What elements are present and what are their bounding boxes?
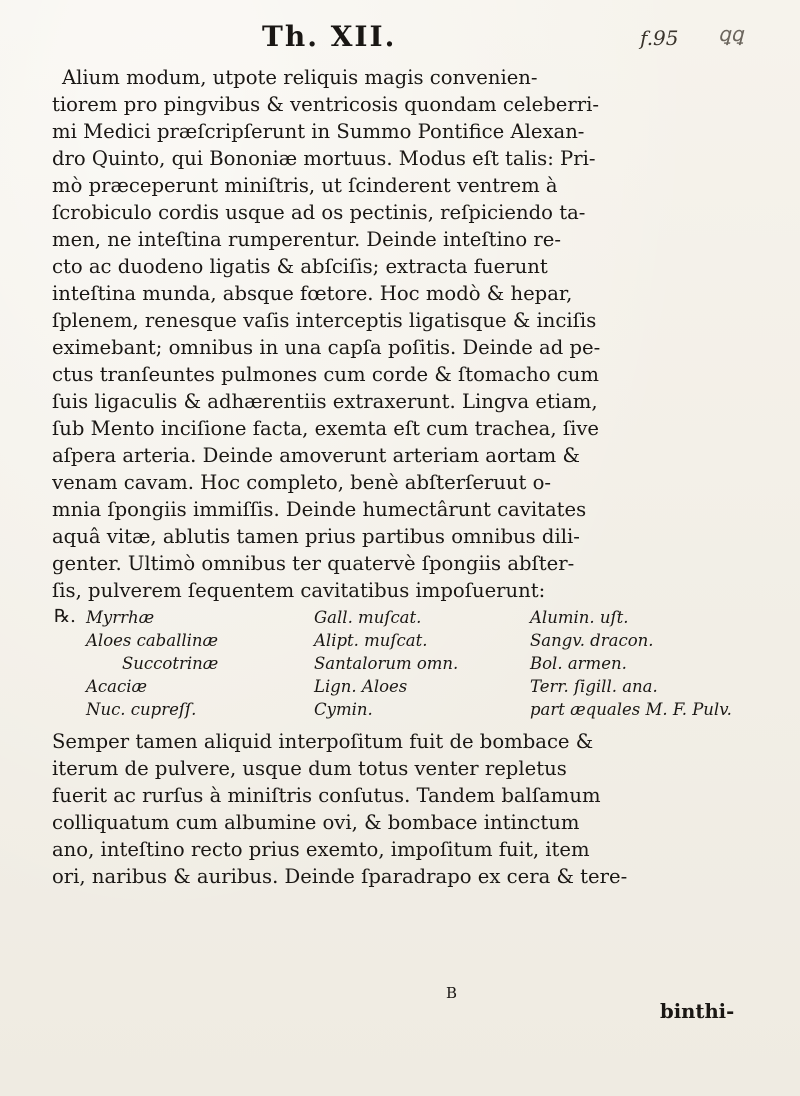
recipe-ingredient: Aloes caballinæ	[86, 631, 219, 650]
text-line: inteſtina munda, absque fœtore. Hoc modò & hepar,	[52, 282, 573, 305]
recipe-ingredient: Santalorum omn.	[314, 654, 459, 673]
recipe-ingredient: part æquales M. F. Pulv.	[530, 700, 732, 719]
recipe-ingredient: Alipt. muſcat.	[314, 631, 428, 650]
text-line: ctus tranſeuntes pulmones cum corde & ſtomacho cum	[52, 363, 599, 386]
text-line: genter. Ultimò omnibus ter quatervè ſpongiis abſter-	[52, 552, 575, 575]
text-line: ſub Mento inciſione facta, exemta eſt cum trachea, ſive	[52, 417, 600, 440]
recipe-ingredient: Succotrinæ	[122, 654, 219, 673]
recipe-ingredient: Sangv. dracon.	[530, 631, 654, 650]
text-line: mnia ſpongiis immiſſis. Deinde humectârunt cavitates	[52, 498, 587, 521]
text-line: men, ne inteſtina rumperentur. Deinde inteſtino re-	[52, 228, 561, 251]
page-header	[0, 20, 800, 60]
body-text	[52, 64, 764, 890]
text-line: cto ac duodeno ligatis & abſciſis; extracta fuerunt	[52, 255, 548, 278]
text-line: tiorem pro pingvibus & ventricosis quondam celeberri-	[52, 93, 600, 116]
recipe-ingredient: Acaciæ	[86, 677, 148, 696]
text-line: ſplenem, renesque vaſis interceptis ligatisque & inciſis	[52, 309, 597, 332]
recipe-block	[52, 606, 764, 724]
page-number: f.95	[640, 26, 679, 50]
signature-mark: B	[446, 984, 458, 1002]
recipe-ingredient: Gall. muſcat.	[314, 608, 422, 627]
text-line: aſpera arteria. Deinde amoverunt arteriam aortam &	[52, 444, 580, 467]
text-line: colliquatum cum albumine ovi, & bombace intinctum	[52, 811, 580, 834]
recipe-ingredient: Myrrhæ	[86, 608, 155, 627]
recipe-column-2	[314, 606, 458, 721]
text-line: fuerit ac rurſus à miniſtris conſutus. Tandem balſamum	[52, 784, 601, 807]
text-line: ano, inteſtino recto prius exemto, impoſitum fuit, item	[52, 838, 590, 861]
text-line: Alium modum, utpote reliquis magis convenien-	[62, 66, 538, 89]
recipe-ingredient: Terr. ſigill. ana.	[530, 677, 658, 696]
text-line: venam cavam. Hoc completo, benè abſterſeruut o-	[52, 471, 552, 494]
recipe-column-3	[530, 606, 732, 721]
text-line: iterum de pulvere, usque dum totus venter repletus	[52, 757, 567, 780]
recipe-ingredient: Nuc. cupreſſ.	[86, 700, 197, 719]
recipe-ingredient: Cymin.	[314, 700, 373, 719]
running-title: Th. XII.	[262, 20, 397, 53]
text-line: aquâ vitæ, ablutis tamen prius partibus omnibus dili-	[52, 525, 580, 548]
recipe-column-1	[86, 606, 218, 721]
recipe-symbol: ℞.	[54, 606, 76, 627]
recipe-ingredient: Bol. armen.	[530, 654, 627, 673]
text-line: Semper tamen aliquid interpoſitum fuit de bombace &	[52, 730, 594, 753]
text-line: mi Medici præſcripſerunt in Summo Pontifice Alexan-	[52, 120, 585, 143]
text-line: ſcrobiculo cordis usque ad os pectinis, reſpiciendo ta-	[52, 201, 586, 224]
catchword: binthi-	[660, 1000, 735, 1023]
text-line: dro Quinto, qui Bononiæ mortuus. Modus eſt talis: Pri-	[52, 147, 596, 170]
text-line: eximebant; omnibus in una capſa poſitis. Deinde ad pe-	[52, 336, 601, 359]
recipe-ingredient: Lign. Aloes	[314, 677, 408, 696]
marginal-mark: ꝗꝗ	[718, 22, 744, 46]
recipe-ingredient: Alumin. uſt.	[530, 608, 629, 627]
text-line: ſis, pulverem ſequentem cavitatibus impoſuerunt:	[52, 579, 546, 602]
text-line: mò præceperunt miniſtris, ut ſcinderent ventrem à	[52, 174, 558, 197]
text-line: ſuis ligaculis & adhærentiis extraxerunt. Lingva etiam,	[52, 390, 598, 413]
text-line: ori, naribus & auribus. Deinde ſparadrapo ex cera & tere-	[52, 865, 628, 888]
